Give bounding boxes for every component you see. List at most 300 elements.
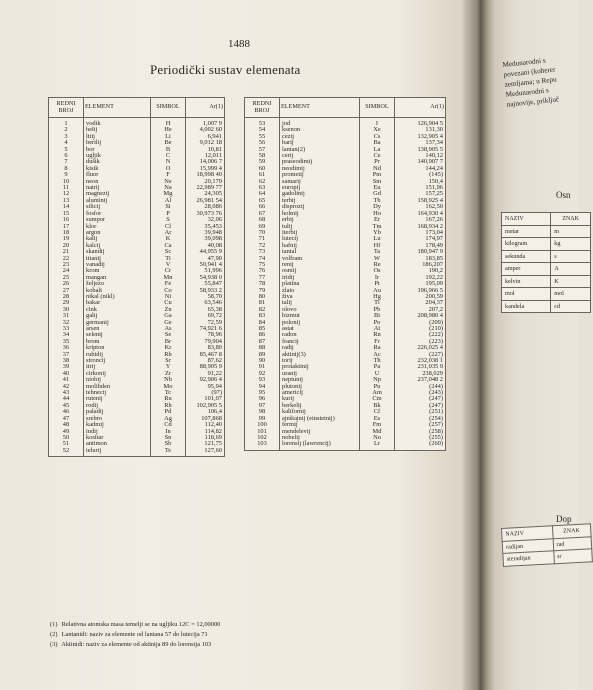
cell-number: 70 (245, 230, 280, 236)
cell-mass: 131,30 (395, 127, 446, 133)
footnote (50, 620, 220, 630)
table-body (245, 118, 446, 451)
cell-element: selenij (84, 332, 151, 338)
table-row (502, 238, 591, 251)
cell-number: 6 (49, 153, 84, 159)
cell-number: 17 (49, 224, 84, 230)
cell-symbol: Na (151, 185, 186, 191)
cell-number: 20 (49, 243, 84, 249)
cell-number: 89 (245, 352, 280, 358)
cell-number: 11 (49, 185, 84, 191)
cell-symbol: B (151, 147, 186, 153)
cell-mass: 88,905 9 (186, 364, 225, 370)
footnote-text: Relativna atomska masa temelji se na ugljiku 12C = 12,00000 (61, 621, 221, 628)
cell-mass: 232,038 1 (395, 358, 446, 364)
cell-number: 75 (245, 262, 280, 268)
cell-element: cerij (280, 153, 360, 159)
cell-mass: 112,40 (186, 422, 225, 428)
cell-number: 101 (245, 429, 280, 435)
cell-element: arsen (84, 326, 151, 332)
cell-symbol: Ra (360, 345, 395, 351)
cell-element: protaktinij (280, 364, 360, 370)
cell-number: 25 (49, 275, 84, 281)
cell-element: lutecij (280, 236, 360, 242)
cell-name: kilogram (502, 238, 551, 251)
cell-number: 68 (245, 217, 280, 223)
cell-number: 49 (49, 429, 84, 435)
cell-number: 36 (49, 345, 84, 351)
cell-number: 63 (245, 185, 280, 191)
text-line: Medunarodni s (505, 86, 550, 99)
table-row (49, 448, 225, 457)
cell-name: steradijan (503, 551, 554, 566)
cell-mass: (223) (395, 339, 446, 345)
cell-element: aluminij (84, 198, 151, 204)
cell-name: amper (502, 263, 551, 276)
table-row (245, 441, 446, 450)
cell-element: neodimij (280, 166, 360, 172)
cell-element: plutonij (280, 384, 360, 390)
cell-mass: (258) (395, 429, 446, 435)
section-heading: Osn (556, 190, 571, 200)
cell-symbol: Pt (360, 281, 395, 287)
cell-element: erbij (280, 217, 360, 223)
cell-element: gadolinij (280, 191, 360, 197)
cell-mass: 238,029 (395, 371, 446, 377)
table-row (502, 300, 591, 313)
cell-symbol: Lu (360, 236, 395, 242)
cell-mass: 140,12 (395, 153, 446, 159)
header-element: ELEMENT (280, 98, 360, 118)
cell-element: telurij (84, 448, 151, 457)
cell-symbol: Cm (360, 396, 395, 402)
cell-element: rodij (84, 403, 151, 409)
table-body (502, 225, 591, 313)
cell-mass: 18,998 40 (186, 172, 225, 178)
cell-mass: 207,2 (395, 307, 446, 313)
cell-symbol: Au (360, 288, 395, 294)
footnotes (50, 620, 220, 650)
cell-number: 1 (49, 118, 84, 128)
cell-mass: (227) (395, 352, 446, 358)
cell-symbol: Se (151, 332, 186, 338)
cell-number: 62 (245, 179, 280, 185)
cell-number: 10 (49, 179, 84, 185)
table-row (502, 275, 591, 288)
header-name: NAZIV (502, 213, 551, 226)
cell-element: samarij (280, 179, 360, 185)
cell-number: 23 (49, 262, 84, 268)
cell-number: 4 (49, 140, 84, 146)
cell-symbol: Ce (360, 153, 395, 159)
section-heading: Dop (556, 514, 572, 524)
cell-mass: 4,002 60 (186, 127, 225, 133)
cell-symbol: Co (151, 288, 186, 294)
cell-mass: 178,49 (395, 243, 446, 249)
table-body (49, 118, 225, 457)
cell-mass: 28,086 (186, 204, 225, 210)
cell-number: 95 (245, 390, 280, 396)
cell-symbol: Zr (151, 371, 186, 377)
cell-mass: 54,938 0 (186, 275, 225, 281)
cell-symbol: kg (551, 238, 591, 251)
cell-element: platina (280, 281, 360, 287)
cell-symbol: Pb (360, 307, 395, 313)
cell-symbol: Eu (360, 185, 395, 191)
cell-element: itrij (84, 364, 151, 370)
cell-element: tehnecij (84, 390, 151, 396)
cell-element: nikal (nikl) (84, 294, 151, 300)
cell-number: 26 (49, 281, 84, 287)
cell-element: disprozij (280, 204, 360, 210)
cell-number: 47 (49, 416, 84, 422)
footnote-text: Lantanidi: naziv za elemente od lantana 57 do lutecija 71 (61, 631, 208, 638)
cell-element: molibden (84, 384, 151, 390)
cell-number: 13 (49, 198, 84, 204)
cell-symbol: Tl (360, 300, 395, 306)
table-row (502, 250, 591, 263)
cell-number: 8 (49, 166, 84, 172)
cell-number: 29 (49, 300, 84, 306)
cell-element: srebro (84, 416, 151, 422)
cell-mass: 15,999 4 (186, 166, 225, 172)
cell-number: 35 (49, 339, 84, 345)
cell-mass: (222) (395, 332, 446, 338)
cell-element: berkelij (280, 403, 360, 409)
cell-symbol: Li (151, 134, 186, 140)
cell-symbol: Tb (360, 198, 395, 204)
cell-symbol: Nd (360, 166, 395, 172)
cell-mass: 92,906 4 (186, 377, 225, 383)
cell-element: talij (280, 300, 360, 306)
cell-mass: 137,34 (395, 140, 446, 146)
cell-symbol: Pu (360, 384, 395, 390)
cell-mass: 208,980 4 (395, 313, 446, 319)
cell-mass: 150,4 (395, 179, 446, 185)
cell-number: 43 (49, 390, 84, 396)
footnote (50, 630, 220, 640)
cell-number: 30 (49, 307, 84, 313)
cell-number: 83 (245, 313, 280, 319)
cell-mass: 186,207 (395, 262, 446, 268)
cell-number: 14 (49, 204, 84, 210)
cell-mass: 101,07 (186, 396, 225, 402)
cell-symbol: O (151, 166, 186, 172)
cell-element: bor (84, 147, 151, 153)
header-symbol: ZNAK (551, 213, 591, 226)
cell-symbol: mol (551, 288, 591, 301)
cell-element: kisik (84, 166, 151, 172)
cell-number: 44 (49, 396, 84, 402)
cell-number: 52 (49, 448, 84, 457)
cell-number: 92 (245, 371, 280, 377)
cell-mass: 167,26 (395, 217, 446, 223)
cell-element: paladij (84, 409, 151, 415)
cell-number: 67 (245, 211, 280, 217)
cell-symbol: V (151, 262, 186, 268)
cell-element: cink (84, 307, 151, 313)
cell-mass: (260) (395, 441, 446, 450)
cell-symbol: Nb (151, 377, 186, 383)
cell-mass: 91,22 (186, 371, 225, 377)
footnote-text: Aktinidi: naziv za elemente od aktinija 89 do lorensija 103 (61, 641, 212, 648)
footnote-mark: (3) (50, 641, 58, 648)
cell-mass: 162,50 (395, 204, 446, 210)
cell-mass: 72,59 (186, 320, 225, 326)
cell-mass: 58,933 2 (186, 288, 225, 294)
cell-symbol: H (151, 118, 186, 128)
cell-element: neptunij (280, 377, 360, 383)
cell-symbol: Cd (151, 422, 186, 428)
cell-element: ugljik (84, 153, 151, 159)
cell-number: 54 (245, 127, 280, 133)
cell-mass: 107,868 (186, 416, 225, 422)
cell-symbol: P (151, 211, 186, 217)
cell-element: olovo (280, 307, 360, 313)
cell-mass: 164,930 4 (395, 211, 446, 217)
cell-symbol: cd (551, 300, 591, 313)
cell-number: 79 (245, 288, 280, 294)
cell-element: kobalt (84, 288, 151, 294)
cell-element: antimon (84, 441, 151, 447)
cell-mass: 40,08 (186, 243, 225, 249)
cell-element: željezo (84, 281, 151, 287)
cell-symbol: Hf (360, 243, 395, 249)
cell-element: polonij (280, 320, 360, 326)
cell-number: 69 (245, 224, 280, 230)
cell-element: kadmij (84, 422, 151, 428)
cell-symbol: Fe (151, 281, 186, 287)
cell-symbol: Cu (151, 300, 186, 306)
cell-mass: 39,098 (186, 236, 225, 242)
periodic-table-part-2 (244, 97, 446, 451)
cell-symbol: K (151, 236, 186, 242)
cell-element: lorensij (lawrencij) (280, 441, 360, 450)
header-name: NAZIV (502, 526, 553, 541)
cell-element: uranij (280, 371, 360, 377)
header-symbol: SIMBOL (151, 98, 186, 118)
cell-mass: 196,966 5 (395, 288, 446, 294)
cell-element: hafnij (280, 243, 360, 249)
cell-mass: (257) (395, 422, 446, 428)
cell-element: vanadij (84, 262, 151, 268)
cell-number: 100 (245, 422, 280, 428)
cell-symbol: s (551, 250, 591, 263)
cell-symbol: Os (360, 268, 395, 274)
cell-element: lantan(2) (280, 147, 360, 153)
cell-element: zlato (280, 288, 360, 294)
cell-name: metar (502, 225, 551, 238)
cell-number: 102 (245, 435, 280, 441)
header-element: ELEMENT (84, 98, 151, 118)
cell-number: 12 (49, 191, 84, 197)
cell-element: barij (280, 140, 360, 146)
cell-mass: 51,996 (186, 268, 225, 274)
si-units-table (501, 212, 591, 313)
cell-symbol: Er (360, 217, 395, 223)
cell-number: 18 (49, 230, 84, 236)
cell-number: 9 (49, 172, 84, 178)
cell-element: skandij (84, 249, 151, 255)
cell-mass: 69,72 (186, 313, 225, 319)
cell-element: volfram (280, 256, 360, 262)
cell-number: 22 (49, 256, 84, 262)
cell-name: mol (502, 288, 551, 301)
right-page (494, 0, 578, 690)
cell-mass: 65,38 (186, 307, 225, 313)
header-symbol: SIMBOL (360, 98, 395, 118)
cell-mass: 157,25 (395, 191, 446, 197)
cell-mass: (244) (395, 384, 446, 390)
cell-symbol: W (360, 256, 395, 262)
cell-symbol: Sb (151, 441, 186, 447)
cell-number: 77 (245, 275, 280, 281)
right-page-paragraph (502, 54, 560, 109)
cell-element: galij (84, 313, 151, 319)
header-number: REDNI BROJ (245, 98, 280, 118)
cell-mass: 140,907 7 (395, 159, 446, 165)
cell-element: ajnštajnij (einsteinij) (280, 416, 360, 422)
si-supplementary-table (501, 523, 593, 566)
cell-number: 15 (49, 211, 84, 217)
cell-symbol: Po (360, 320, 395, 326)
cell-element: europij (280, 185, 360, 191)
cell-element: kalij (84, 236, 151, 242)
cell-number: 31 (49, 313, 84, 319)
cell-symbol: Kr (151, 345, 186, 351)
cell-symbol: Md (360, 429, 395, 435)
cell-symbol: Cs (360, 134, 395, 140)
cell-mass: 118,69 (186, 435, 225, 441)
table-row (502, 288, 591, 301)
cell-element: rutenij (84, 396, 151, 402)
cell-symbol: A (551, 263, 591, 276)
cell-symbol: Gd (360, 191, 395, 197)
cell-symbol: Te (151, 448, 186, 457)
cell-element: bakar (84, 300, 151, 306)
cell-element: holmij (280, 211, 360, 217)
cell-symbol: Ho (360, 211, 395, 217)
cell-mass: 138,905 5 (395, 147, 446, 153)
cell-symbol: Ac (360, 352, 395, 358)
cell-number: 88 (245, 345, 280, 351)
periodic-table-part-1 (48, 97, 225, 457)
cell-mass: 47,90 (186, 256, 225, 262)
cell-symbol: Ne (151, 179, 186, 185)
cell-mass: (251) (395, 409, 446, 415)
cell-symbol: Si (151, 204, 186, 210)
cell-number: 76 (245, 268, 280, 274)
cell-number: 3 (49, 134, 84, 140)
cell-number: 21 (49, 249, 84, 255)
cell-number: 96 (245, 396, 280, 402)
cell-symbol: S (151, 217, 186, 223)
cell-mass: 63,546 (186, 300, 225, 306)
text-line: najnovije, priključ (506, 95, 560, 109)
cell-element: rubidij (84, 352, 151, 358)
cell-element: litij (84, 134, 151, 140)
cell-element: živa (280, 294, 360, 300)
cell-symbol: sr (553, 549, 592, 563)
cell-mass: 6,941 (186, 134, 225, 140)
cell-mass: (255) (395, 435, 446, 441)
cell-symbol: Xe (360, 127, 395, 133)
cell-element: iterbij (280, 230, 360, 236)
cell-element: fosfor (84, 211, 151, 217)
cell-mass: 22,989 77 (186, 185, 225, 191)
cell-name: sekunda (502, 250, 551, 263)
cell-mass: 32,06 (186, 217, 225, 223)
cell-symbol: He (151, 127, 186, 133)
cell-number: 91 (245, 364, 280, 370)
cell-element: renij (280, 262, 360, 268)
cell-name: kandela (502, 300, 551, 313)
cell-number: 55 (245, 134, 280, 140)
cell-symbol: Tm (360, 224, 395, 230)
cell-symbol: Pr (360, 159, 395, 165)
cell-number: 28 (49, 294, 84, 300)
cell-mass: 204,37 (395, 300, 446, 306)
table-body (502, 536, 592, 566)
cell-number: 42 (49, 384, 84, 390)
cell-symbol: Np (360, 377, 395, 383)
cell-symbol: Bk (360, 403, 395, 409)
cell-element: germanij (84, 320, 151, 326)
cell-number: 50 (49, 435, 84, 441)
cell-element: prometij (280, 172, 360, 178)
cell-number: 45 (49, 403, 84, 409)
cell-mass: (209) (395, 320, 446, 326)
cell-mass: 144,24 (395, 166, 446, 172)
cell-symbol: Pd (151, 409, 186, 415)
cell-element: niobij (84, 377, 151, 383)
cell-element: jod (280, 118, 360, 128)
cell-mass: 168,934 2 (395, 224, 446, 230)
cell-number: 85 (245, 326, 280, 332)
cell-element: silicij (84, 204, 151, 210)
cell-mass: 195,09 (395, 281, 446, 287)
cell-element: magnezij (84, 191, 151, 197)
cell-element: titanij (84, 256, 151, 262)
cell-number: 97 (245, 403, 280, 409)
cell-symbol: Ag (151, 416, 186, 422)
cell-mass: (97) (186, 390, 225, 396)
cell-symbol: Pa (360, 364, 395, 370)
cell-mass: 74,921 6 (186, 326, 225, 332)
cell-symbol: Th (360, 358, 395, 364)
cell-symbol: Am (360, 390, 395, 396)
cell-number: 59 (245, 159, 280, 165)
cell-symbol: Dy (360, 204, 395, 210)
cell-element: fluor (84, 172, 151, 178)
cell-mass: (210) (395, 326, 446, 332)
cell-symbol: Fr (360, 339, 395, 345)
cell-number: 27 (49, 288, 84, 294)
cell-element: berilij (84, 140, 151, 146)
cell-symbol: La (360, 147, 395, 153)
cell-symbol: rad (553, 536, 592, 550)
cell-symbol: Be (151, 140, 186, 146)
table-header-row (502, 213, 591, 226)
cell-symbol: Rn (360, 332, 395, 338)
cell-mass: (254) (395, 416, 446, 422)
page-number: 1488 (228, 38, 250, 50)
cell-number: 72 (245, 243, 280, 249)
cell-number: 46 (49, 409, 84, 415)
cell-symbol: Ni (151, 294, 186, 300)
cell-mass: 126,904 5 (395, 118, 446, 128)
cell-number: 38 (49, 358, 84, 364)
